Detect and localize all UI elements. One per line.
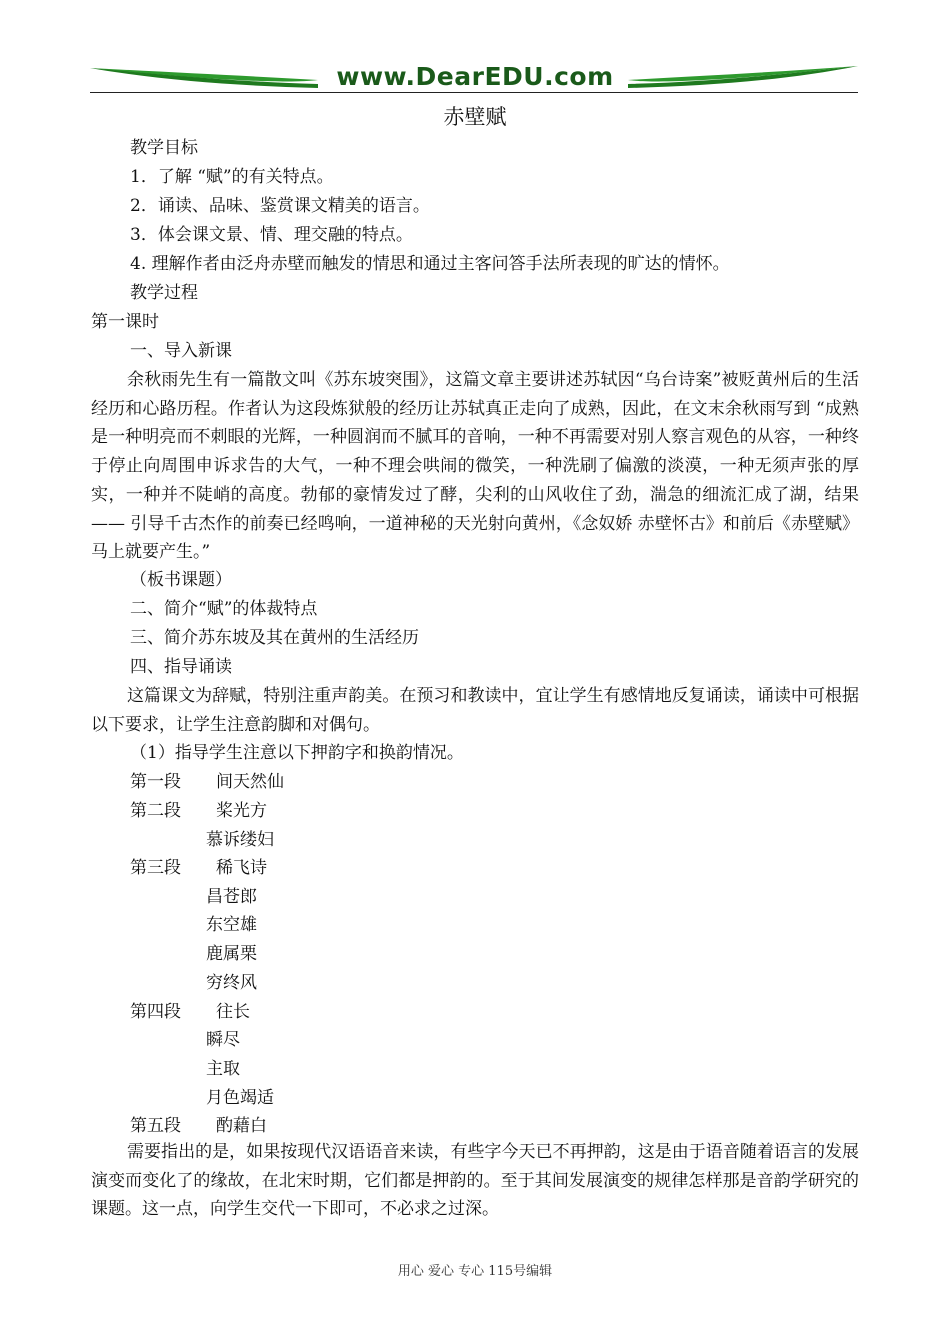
rhyme-group: 昌苍郎 xyxy=(206,887,257,907)
lesson-heading: 第一课时 xyxy=(91,312,159,332)
objective-item: 2．诵读、品味、鉴赏课文精美的语言。 xyxy=(130,196,430,216)
section-heading: 一、导入新课 xyxy=(130,341,232,361)
rhyme-group: 往长 xyxy=(216,1002,250,1022)
rhyme-intro: （1）指导学生注意以下押韵字和换韵情况。 xyxy=(130,743,464,763)
page-footer: 用心 爱心 专心 115号编辑 xyxy=(397,1264,553,1279)
rhyme-group: 主取 xyxy=(206,1059,240,1079)
rhyme-group: 瞬尽 xyxy=(206,1030,240,1050)
objective-item: 3．体会课文景、情、理交融的特点。 xyxy=(130,225,413,245)
objective-item: 1．了解 “赋”的有关特点。 xyxy=(130,167,334,187)
rhyme-group: 慕诉缕妇 xyxy=(206,830,274,850)
rhyme-section-label: 第五段 xyxy=(130,1116,181,1136)
rhyme-group: 酌藉白 xyxy=(216,1116,267,1136)
rhyme-section-label: 第一段 xyxy=(130,772,181,792)
rhyme-group: 桨光方 xyxy=(216,801,267,821)
intro-paragraph: 余秋雨先生有一篇散文叫《苏东坡突围》，这篇文章主要讲述苏轼因“乌台诗案”被贬黄州后的生活经历和心路历程。作者认为这段炼狱般的经历让苏轼真正走向了成熟，因此，在文末余秋雨写到 “成熟是一种明亮而不刺眼的光辉，一种圆润而不腻耳的音响，一种不再需要对别人察言观色的从容，一种终于停止向周围申诉求告的大气，一种不理会哄闹的微笑，一种洗刷了偏激的淡漠，一种无须声张的厚实，一种并不陡峭的高度。勃郁的豪情发过了酵，尖利的山风收住了劲，湍急的细流汇成了湖，结果—— 引导千古杰作的前奏已经鸣响，一道神秘的天光射向黄州，《念奴娇 赤壁怀古》和前后《赤壁赋》马上就要产生。” xyxy=(91,370,859,563)
rhyme-group: 鹿属栗 xyxy=(206,944,257,964)
rhyme-section-label: 第四段 xyxy=(130,1002,181,1022)
rhyme-section-label: 第三段 xyxy=(130,858,181,878)
section-heading: 三、简介苏东坡及其在黄州的生活经历 xyxy=(130,628,419,648)
objective-item: 4. 理解作者由泛舟赤壁而触发的情思和通过主客问答手法所表现的旷达的情怀。 xyxy=(130,254,730,274)
section-heading: 二、简介“赋”的体裁特点 xyxy=(130,599,318,619)
rhyme-group: 穷终风 xyxy=(206,973,257,993)
page-title: 赤壁赋 xyxy=(443,105,507,129)
rhyme-section-label: 第二段 xyxy=(130,801,181,821)
rhyme-group: 间天然仙 xyxy=(216,772,284,792)
rhyme-group: 月色竭适 xyxy=(206,1088,274,1108)
objectives-heading: 教学目标 xyxy=(130,138,198,158)
board-note: （板书课题） xyxy=(130,570,232,590)
header-divider xyxy=(90,92,858,93)
site-logo[interactable]: www.DearEDU.com xyxy=(336,62,614,91)
section-heading: 四、指导诵读 xyxy=(130,657,232,677)
process-heading: 教学过程 xyxy=(130,283,198,303)
closing-paragraph: 需要指出的是，如果按现代汉语语音来读，有些字今天已不再押韵，这是由于语音随着语言的发展演变而变化了的缘故，在北宋时期，它们都是押韵的。至于其间发展演变的规律怎样那是音韵学研究的课题。这一点，向学生交代一下即可，不必求之过深。 xyxy=(91,1142,859,1220)
rhyme-group: 稀飞诗 xyxy=(216,858,267,878)
reading-paragraph: 这篇课文为辞赋，特别注重声韵美。在预习和教读中，宜让学生有感情地反复诵读，诵读中可根据以下要求，让学生注意韵脚和对偶句。 xyxy=(91,686,859,735)
rhyme-group: 东空雄 xyxy=(206,915,257,935)
